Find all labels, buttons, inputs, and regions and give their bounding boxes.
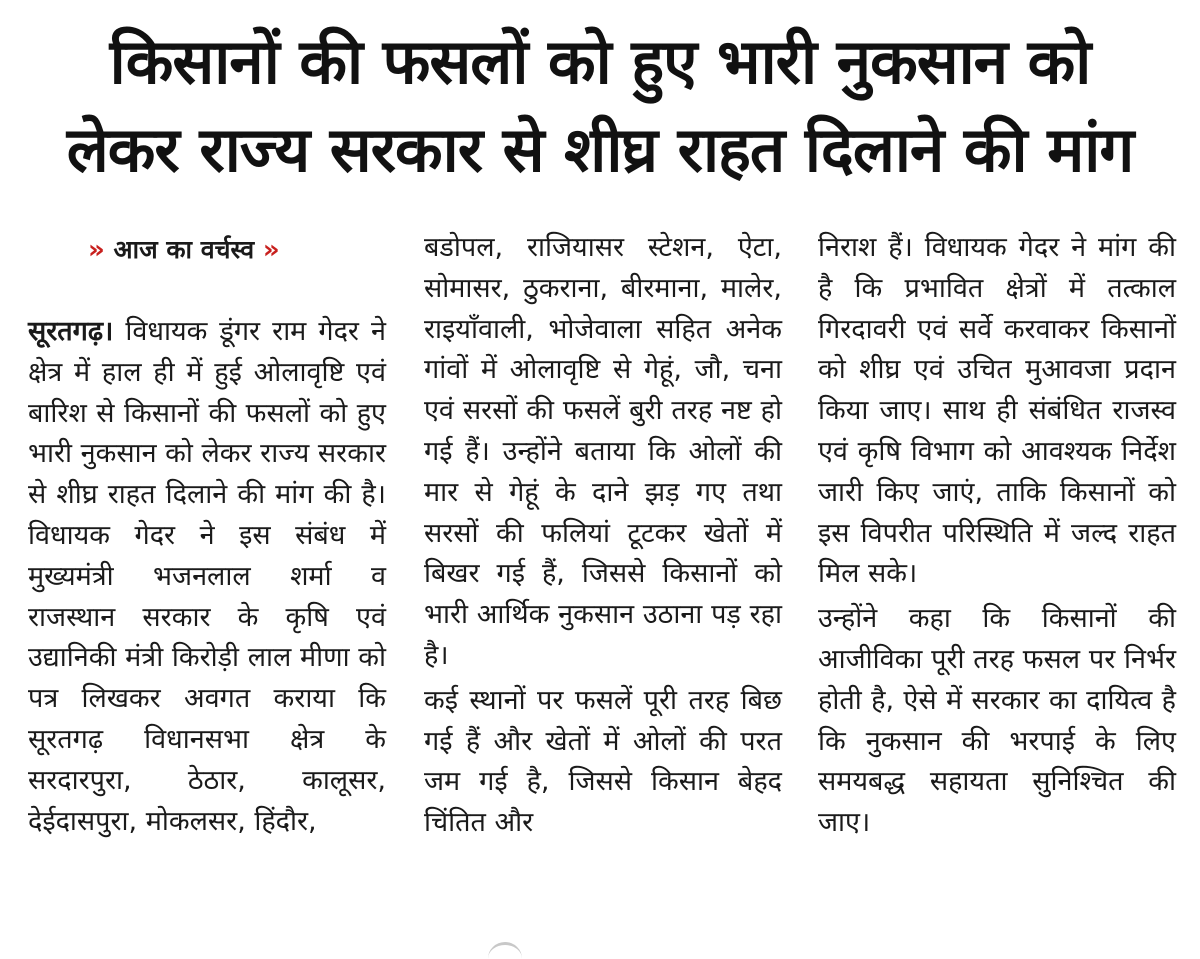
column-3-paragraph-2: उन्होंने कहा कि किसानों की आजीविका पूरी तरह फसल पर निर्भर होती है, ऐसे में सरकार का दायित्व है कि नुकसान की भरपाई के लिए समयबद्ध सहायता सुनिश्चित की जाए। xyxy=(818,603,1176,839)
column-2-paragraph-2: कई स्थानों पर फसलें पूरी तरह बिछ गई हैं और खेतों में ओलों की परत जम गई है, जिससे किसान बेहद चिंतित और xyxy=(424,684,782,839)
dateline: सूरतगढ़। xyxy=(28,316,114,347)
column-3-paragraph-1: निराश हैं। विधायक गेदर ने मांग की है कि प्रभावित क्षेत्रों में तत्काल गिरदावरी एवं सर्वे करवाकर किसानों को शीघ्र एवं उचित मुआवजा प्रदान किया जाए। साथ ही संबंधित राजस्व एवं कृषि विभाग को आवश्यक निर्देश जारी किए जाएं, ताकि किसानों को इस विपरीत परिस्थिति में जल्द राहत मिल सके। xyxy=(818,232,1176,590)
kicker-left-marker: » xyxy=(88,235,105,265)
article-paragraph-1 xyxy=(28,312,386,842)
article-column-2 xyxy=(424,228,782,844)
headline-line-1: किसानों की फसलों को हुए भारी नुकसान को xyxy=(109,25,1091,98)
headline-line-2: लेकर राज्य सरकार से शीघ्र राहत दिलाने की मांग xyxy=(66,113,1134,186)
column-2-paragraph-1: बडोपल, राजियासर स्टेशन, ऐटा, सोमासर, ठुकराना, बीरमाना, मालेर, राइयाँवाली, भोजेवाला सहित अनेक गांवों में ओलावृष्टि से गेहूं, जौ, चना एवं सरसों की फसलें बुरी तरह नष्ट हो गई हैं। उन्होंने बताया कि ओलों की मार से गेहूं के दाने झड़ गए तथा सरसों की फलियां टूटकर खेतों में बिखर गई हैं, जिससे किसानों को भारी आर्थिक नुकसान उठाना पड़ रहा है। xyxy=(424,232,782,671)
kicker-label: आज का वर्चस्व xyxy=(113,235,255,264)
kicker-right-marker: » xyxy=(262,235,280,265)
article-column-1 xyxy=(28,228,386,842)
page-fold-mark xyxy=(488,942,522,959)
article-column-3 xyxy=(818,228,1176,844)
column-1-text: विधायक डूंगर राम गेदर ने क्षेत्र में हाल ही में हुई ओलावृष्टि एवं बारिश से किसानों की फसलों को हुए भारी नुकसान को लेकर राज्य सरकार से शीघ्र राहत दिलाने की मांग की है। विधायक गेदर ने इस संबंध में मुख्यमंत्री भजनलाल शर्मा व राजस्थान सरकार के कृषि एवं उद्यानिकी मंत्री किरोड़ी लाल मीणा को पत्र लिखकर अवगत कराया कि सूरतगढ़ विधानसभा क्षेत्र के सरदारपुरा, ठेठार, कालूसर, देईदासपुरा, मोकलसर, हिंदौर, xyxy=(28,316,386,837)
headline xyxy=(20,18,1180,194)
